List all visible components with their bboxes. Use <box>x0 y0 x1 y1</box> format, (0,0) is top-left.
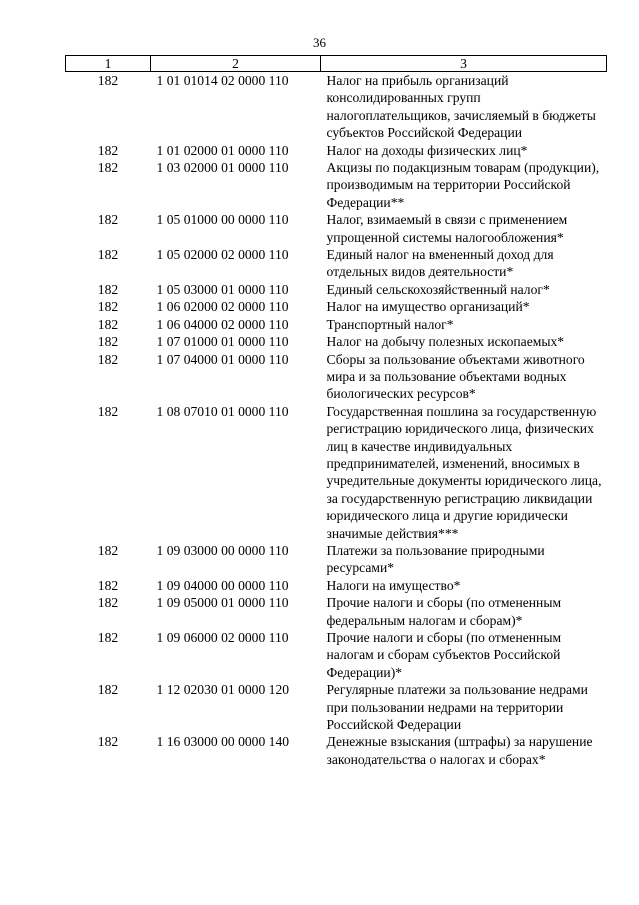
budget-code-cell: 1 06 02000 02 0000 110 <box>156 299 289 315</box>
admin-code-cell: 182 <box>97 577 119 593</box>
header-row <box>66 56 607 72</box>
table-row <box>66 298 607 315</box>
page-number: 36 <box>313 35 326 50</box>
budget-code-cell: 1 07 01000 01 0000 110 <box>156 334 289 350</box>
table-row <box>66 246 607 281</box>
table-row <box>66 594 607 629</box>
income-name-cell: Сборы за пользование объектами животного мира и за пользование объектами водных биологических ресурсов* <box>326 351 585 402</box>
admin-code-cell: 182 <box>97 281 119 297</box>
income-name-cell: Налог на прибыль организаций консолидированных групп налогоплательщиков, зачисляемый в бюджеты субъектов Российской Федерации <box>326 73 596 141</box>
income-name-cell: Денежные взыскания (штрафы) за нарушение законодательства о налогах и сборах* <box>326 734 593 767</box>
admin-code-cell: 182 <box>97 247 119 263</box>
income-name-cell: Прочие налоги и сборы (по отмененным федеральным налогам и сборам)* <box>326 595 562 628</box>
budget-code-cell: 1 09 05000 01 0000 110 <box>156 595 289 611</box>
income-name-cell: Единый сельскохозяйственный налог* <box>326 281 550 297</box>
table-header <box>66 56 607 72</box>
income-name-cell: Налог на добычу полезных ископаемых* <box>326 334 565 350</box>
budget-code-cell: 1 01 02000 01 0000 110 <box>156 142 289 158</box>
table-row <box>66 159 607 211</box>
table-row <box>66 542 607 577</box>
budget-code-cell: 1 03 02000 01 0000 110 <box>156 160 289 176</box>
budget-code-cell: 1 06 04000 02 0000 110 <box>156 316 289 332</box>
table-row <box>66 403 607 542</box>
admin-code-cell: 182 <box>97 73 119 88</box>
admin-code-cell: 182 <box>97 334 119 350</box>
income-name-cell: Налог на доходы физических лиц* <box>326 142 528 158</box>
admin-code-cell: 182 <box>97 595 119 611</box>
budget-code-cell: 1 09 04000 00 0000 110 <box>156 577 289 593</box>
income-name-cell: Налоги на имущество* <box>326 577 461 593</box>
admin-code-cell: 182 <box>97 682 119 698</box>
column-header-3: 3 <box>321 56 607 72</box>
income-name-cell: Государственная пошлина за государственную регистрацию юридического лица, физических лиц в качестве индивидуальных предпринимателей, изменений, вносимых в учредительные документы юридического лица, за государственную регистрацию ликвидации юридического лица и другие юридически значимые действия*** <box>326 403 602 541</box>
budget-code-cell: 1 05 01000 00 0000 110 <box>156 212 289 228</box>
table-row <box>66 333 607 350</box>
income-name-cell: Единый налог на вмененный доход для отдельных видов деятельности* <box>326 247 554 280</box>
income-name-cell: Платежи за пользование природными ресурсами* <box>326 542 545 576</box>
budget-code-cell: 1 09 06000 02 0000 110 <box>156 630 289 645</box>
budget-code-cell: 1 05 02000 02 0000 110 <box>156 247 289 263</box>
table-row <box>66 142 607 159</box>
table-row <box>66 681 607 733</box>
income-codes-table <box>65 55 607 768</box>
table-row <box>66 316 607 333</box>
table-row <box>66 211 607 246</box>
income-name-cell: Транспортный налог* <box>326 316 454 332</box>
budget-code-cell: 1 07 04000 01 0000 110 <box>156 351 289 367</box>
budget-code-cell: 1 05 03000 01 0000 110 <box>156 281 289 297</box>
table-row <box>66 577 607 594</box>
income-name-cell: Регулярные платежи за пользование недрами при пользовании недрами на территории Российской Федерации <box>326 682 588 733</box>
admin-code-cell: 182 <box>97 734 119 750</box>
budget-code-cell: 1 16 03000 00 0000 140 <box>156 734 290 750</box>
admin-code-cell: 182 <box>97 351 119 367</box>
income-name-cell: Акцизы по подакцизным товарам (продукции), производимым на территории Российской Федерации** <box>326 160 600 210</box>
table-row <box>66 281 607 298</box>
column-header-2: 2 <box>151 56 321 72</box>
budget-code-cell: 1 08 07010 01 0000 110 <box>156 403 289 419</box>
income-name-cell: Налог, взимаемый в связи с применением упрощенной системы налогообложения* <box>326 212 568 245</box>
column-header-1: 1 <box>66 56 151 72</box>
admin-code-cell: 182 <box>97 142 119 158</box>
admin-code-cell: 182 <box>97 316 119 332</box>
table-row <box>66 351 607 403</box>
income-name-cell: Налог на имущество организаций* <box>326 299 530 315</box>
budget-code-cell: 1 09 03000 00 0000 110 <box>156 542 289 558</box>
table-row <box>66 629 607 681</box>
table-body <box>66 72 607 769</box>
admin-code-cell: 182 <box>97 212 119 228</box>
table-row <box>66 72 607 142</box>
budget-code-cell: 1 12 02030 01 0000 120 <box>156 682 290 698</box>
admin-code-cell: 182 <box>97 630 119 645</box>
table-row <box>66 733 607 768</box>
income-name-cell: Прочие налоги и сборы (по отмененным налогам и сборам субъектов Российской Федерации)* <box>326 630 562 680</box>
admin-code-cell: 182 <box>97 160 119 176</box>
admin-code-cell: 182 <box>97 299 119 315</box>
budget-code-cell: 1 01 01014 02 0000 110 <box>156 73 289 88</box>
admin-code-cell: 182 <box>97 542 119 558</box>
admin-code-cell: 182 <box>97 403 119 419</box>
